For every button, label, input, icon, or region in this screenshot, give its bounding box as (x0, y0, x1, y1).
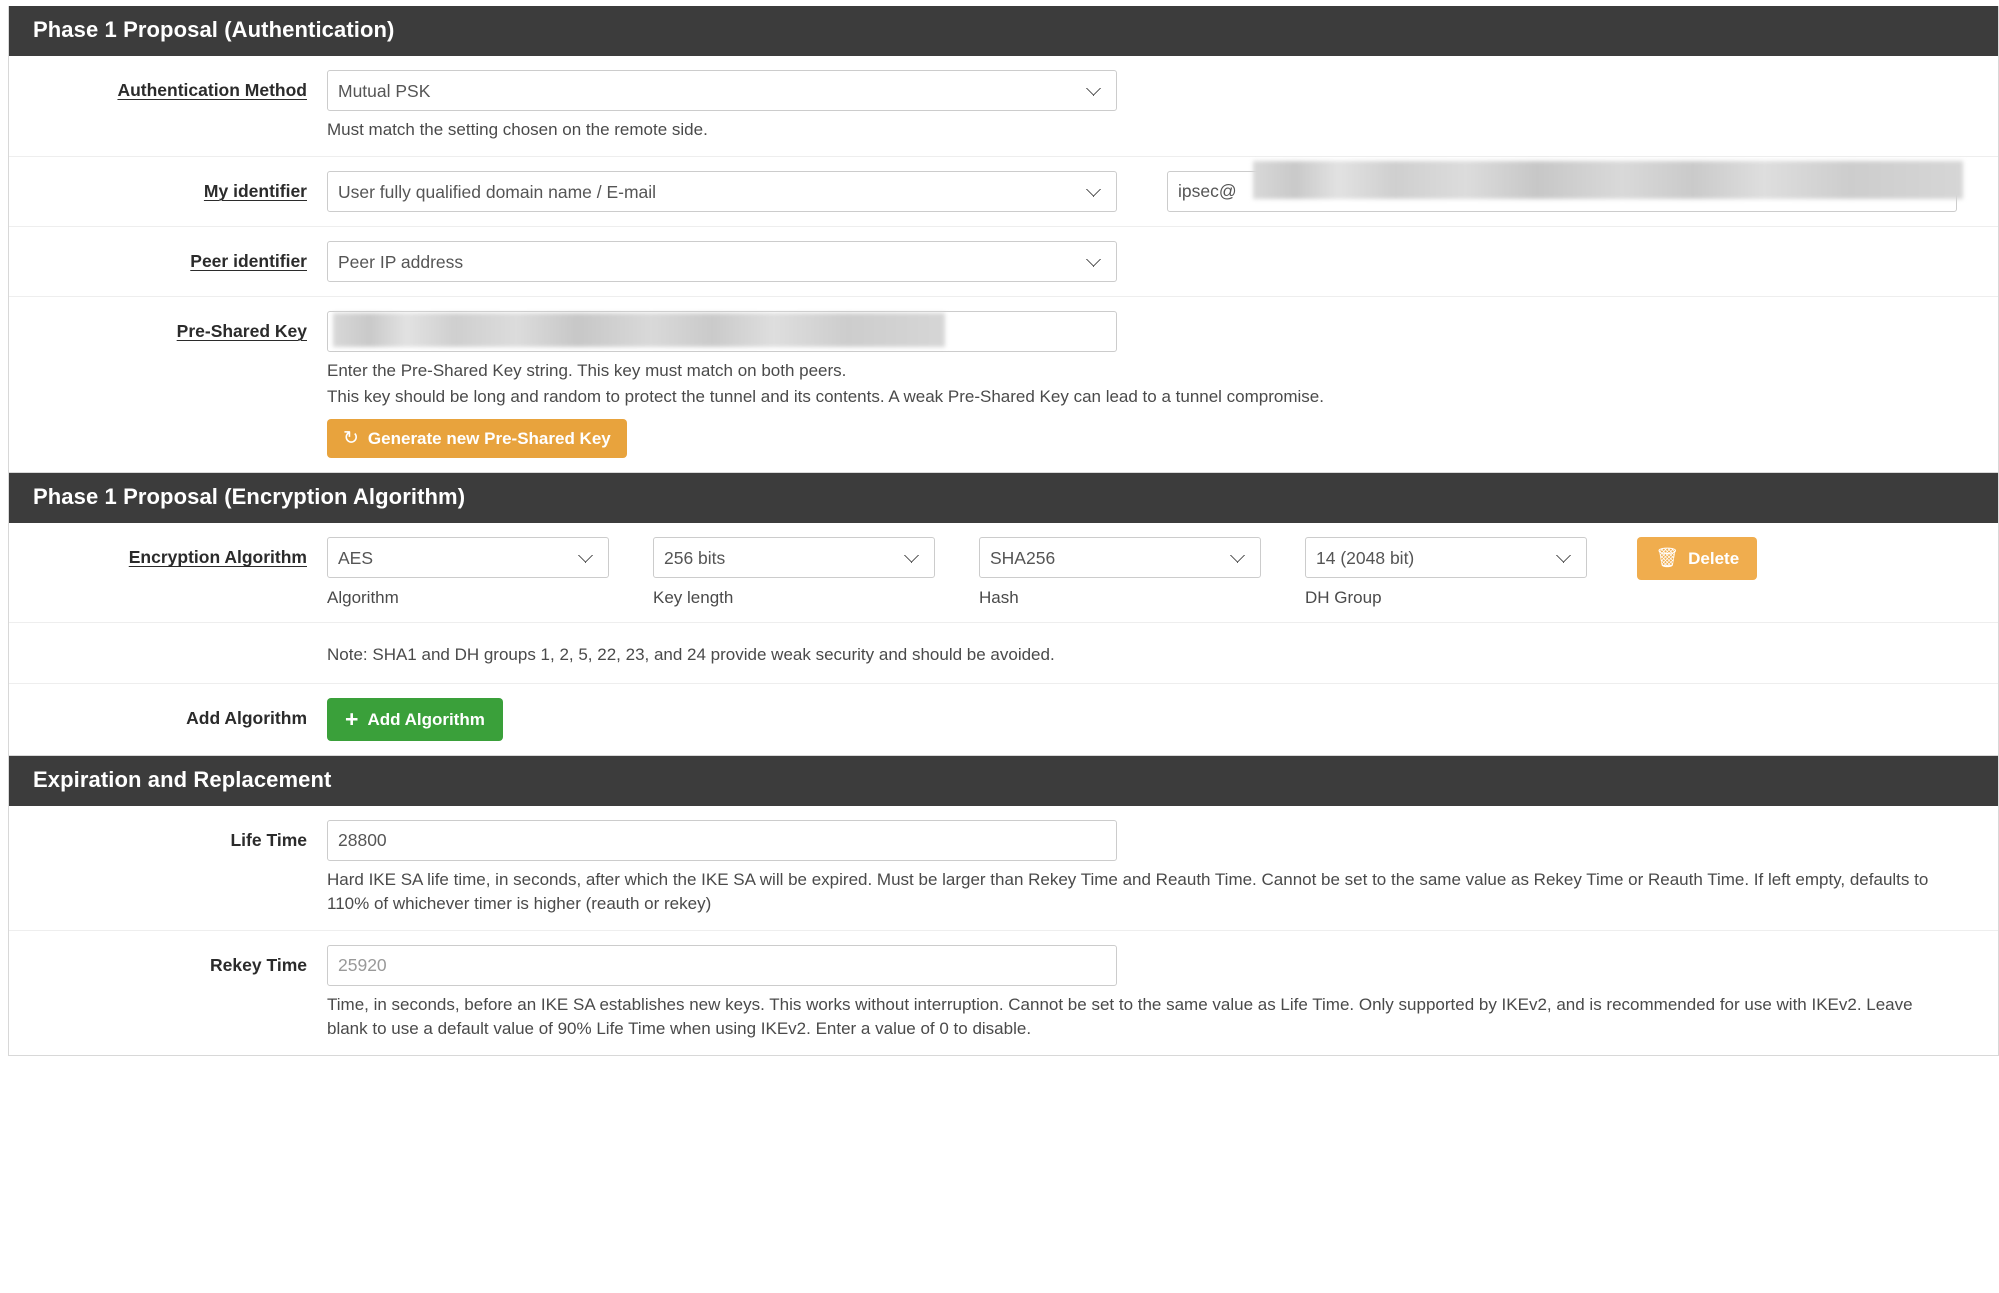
dh-group-cell (1305, 537, 1587, 608)
label-peer-identifier: Peer identifier (190, 251, 307, 272)
dh-group-select[interactable] (1305, 537, 1587, 578)
my-identifier-controls (327, 171, 1982, 212)
authentication-method-select[interactable] (327, 70, 1117, 111)
panel-phase1-authentication (8, 6, 1999, 473)
dh-group-sub-label: DH Group (1305, 588, 1382, 608)
delete-algorithm-button[interactable] (1637, 537, 1757, 580)
my-identifier-value-wrap (1167, 171, 1982, 212)
add-algorithm-button[interactable] (327, 698, 503, 740)
key-length-select[interactable] (653, 537, 935, 578)
life-time-input[interactable] (327, 820, 1117, 861)
panel-heading-phase1-authentication: Phase 1 Proposal (Authentication) (9, 6, 1998, 56)
pre-shared-key-help-line2: This key should be long and random to protect the tunnel and its contents. A weak Pre-Shared Key can lead to a tunnel compromise. (327, 387, 1324, 407)
row-my-identifier (9, 157, 1998, 227)
label-authentication-method: Authentication Method (117, 80, 307, 100)
hash-sub-label: Hash (979, 588, 1019, 608)
rekey-time-help: Time, in seconds, before an IKE SA establishes new keys. This works without interruption. Cannot be set to the same value as Life Time. Only supported by IKEv2, and is recommended for use with IKEv2. Leave blank to use a default value of 90% Life Time when using IKEv2. Enter a value of 0 to disable. (327, 995, 1913, 1039)
refresh-icon: ↻ (343, 428, 359, 450)
algorithm-sub-label: Algorithm (327, 588, 399, 608)
delete-algorithm-cell (1637, 537, 1757, 580)
trash-icon: 🗑 (1655, 548, 1680, 570)
authentication-method-help: Must match the setting chosen on the remote side. (327, 120, 708, 139)
row-peer-identifier (9, 227, 1998, 297)
hash-cell (979, 537, 1261, 608)
row-rekey-time (9, 931, 1998, 1055)
label-rekey-time: Rekey Time (210, 955, 307, 976)
my-identifier-type-select[interactable] (327, 171, 1117, 212)
panel-phase1-encryption (8, 473, 1999, 755)
delete-algorithm-label: Delete (1688, 549, 1740, 569)
note-spacer (9, 645, 327, 665)
panel-heading-expiration-replacement: Expiration and Replacement (9, 756, 1998, 806)
label-pre-shared-key: Pre-Shared Key (176, 321, 307, 342)
add-algorithm-label: Add Algorithm (367, 710, 485, 730)
label-life-time: Life Time (230, 829, 307, 850)
panel-heading-phase1-encryption: Phase 1 Proposal (Encryption Algorithm) (9, 473, 1998, 523)
key-length-sub-label: Key length (653, 588, 734, 608)
key-length-cell (653, 537, 935, 608)
row-life-time (9, 806, 1998, 931)
life-time-help: Hard IKE SA life time, in seconds, after which the IKE SA will be expired. Must be larger than Rekey Time and Reauth Time. Cannot be set to the same value as Rekey Time or Reauth Time. If left empty, defaults to 110% of whichever timer is higher (reauth or rekey) (327, 869, 1929, 913)
algorithm-cell (327, 537, 609, 608)
row-add-algorithm (9, 684, 1998, 754)
row-weak-security-note (9, 623, 1998, 684)
pre-shared-key-help-line1: Enter the Pre-Shared Key string. This key must match on both peers. (327, 361, 847, 381)
pre-shared-key-wrap (327, 311, 1117, 352)
row-authentication-method (9, 56, 1998, 157)
row-pre-shared-key (9, 297, 1998, 472)
peer-identifier-type-select[interactable] (327, 241, 1117, 282)
rekey-time-input[interactable] (327, 945, 1117, 986)
encryption-algorithm-controls (327, 537, 1982, 608)
row-encryption-algorithm (9, 523, 1998, 623)
weak-security-note: Note: SHA1 and DH groups 1, 2, 5, 22, 23, and 24 provide weak security and should be avoided. (327, 645, 1055, 665)
pre-shared-key-input[interactable] (327, 311, 1117, 352)
label-my-identifier: My identifier (203, 181, 307, 202)
generate-new-pre-shared-key-button[interactable] (327, 419, 627, 458)
generate-new-pre-shared-key-label: Generate new Pre-Shared Key (367, 429, 611, 449)
algorithm-select[interactable] (327, 537, 609, 578)
plus-icon: + (345, 706, 359, 733)
hash-select[interactable] (979, 537, 1261, 578)
panel-expiration-replacement (8, 756, 1999, 1057)
label-encryption-algorithm: Encryption Algorithm (128, 547, 307, 568)
label-add-algorithm: Add Algorithm (186, 708, 307, 729)
my-identifier-value-input[interactable] (1167, 171, 1957, 212)
